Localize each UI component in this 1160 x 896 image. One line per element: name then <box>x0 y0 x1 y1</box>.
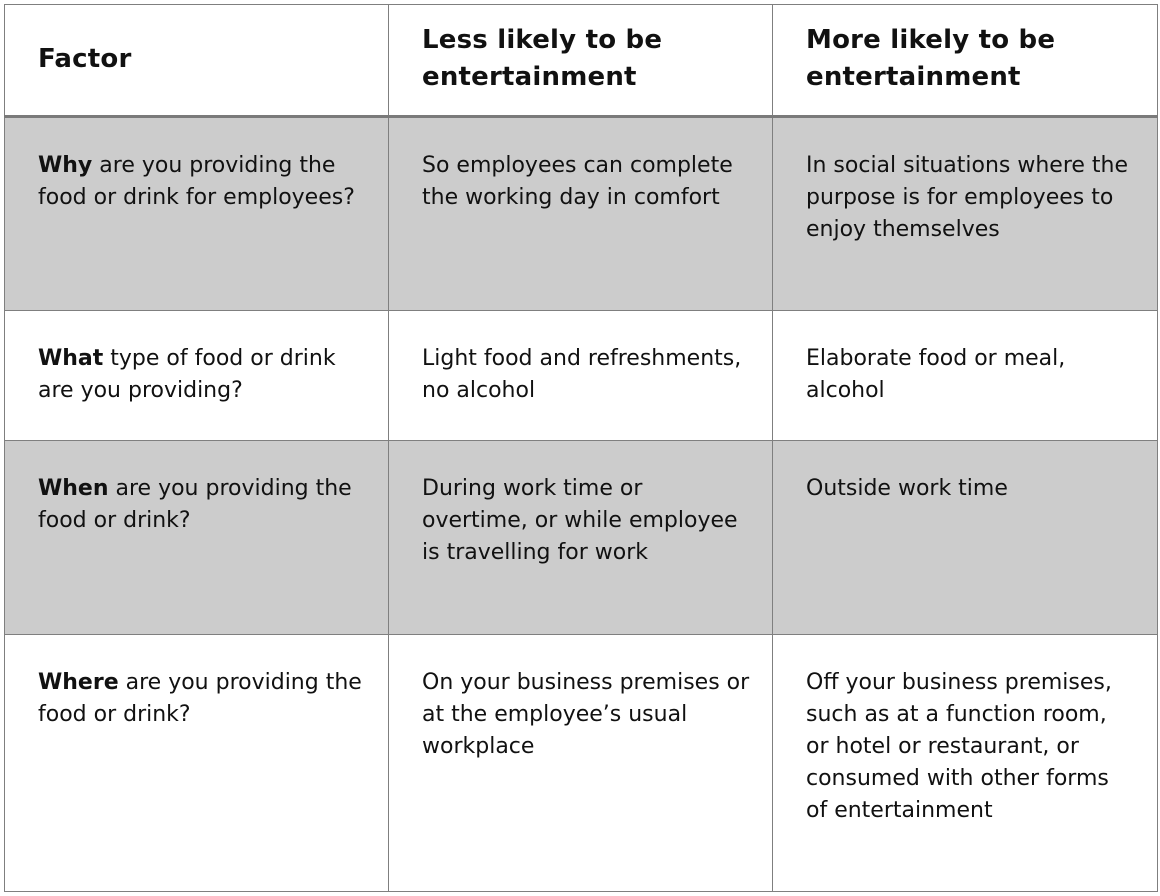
factor-keyword: When <box>38 476 109 501</box>
less-likely-cell: Light food and refreshments, no alcohol <box>389 311 773 441</box>
factor-cell <box>5 441 389 635</box>
factor-keyword: Where <box>38 670 119 695</box>
less-likely-cell: On your business premises or at the employee’s usual workplace <box>389 635 773 892</box>
more-likely-cell: Off your business premises, such as at a function room, or hotel or restaurant, or consumed with other forms of entertainment <box>773 635 1158 892</box>
factor-keyword: What <box>38 346 104 371</box>
header-more-likely: More likely to be entertainment <box>773 5 1158 117</box>
entertainment-factors-table <box>4 4 1158 892</box>
table-row-where <box>5 635 1158 892</box>
factor-text: are you providing the food or drink? <box>38 476 352 533</box>
more-likely-cell: Outside work time <box>773 441 1158 635</box>
more-likely-cell: In social situations where the purpose is for employees to enjoy themselves <box>773 117 1158 311</box>
table-header-row <box>5 5 1158 117</box>
less-likely-cell: So employees can complete the working day in comfort <box>389 117 773 311</box>
more-likely-cell: Elaborate food or meal, alcohol <box>773 311 1158 441</box>
factor-text: type of food or drink are you providing? <box>38 346 336 403</box>
factor-cell <box>5 117 389 311</box>
factor-text: are you providing the food or drink? <box>38 670 362 727</box>
table-row-when <box>5 441 1158 635</box>
table-row-what <box>5 311 1158 441</box>
factor-text: are you providing the food or drink for employees? <box>38 153 355 210</box>
table-row-why <box>5 117 1158 311</box>
factor-keyword: Why <box>38 153 93 178</box>
header-factor: Factor <box>5 5 389 117</box>
factor-cell <box>5 311 389 441</box>
factor-cell <box>5 635 389 892</box>
header-less-likely: Less likely to be entertainment <box>389 5 773 117</box>
less-likely-cell: During work time or overtime, or while employee is travelling for work <box>389 441 773 635</box>
